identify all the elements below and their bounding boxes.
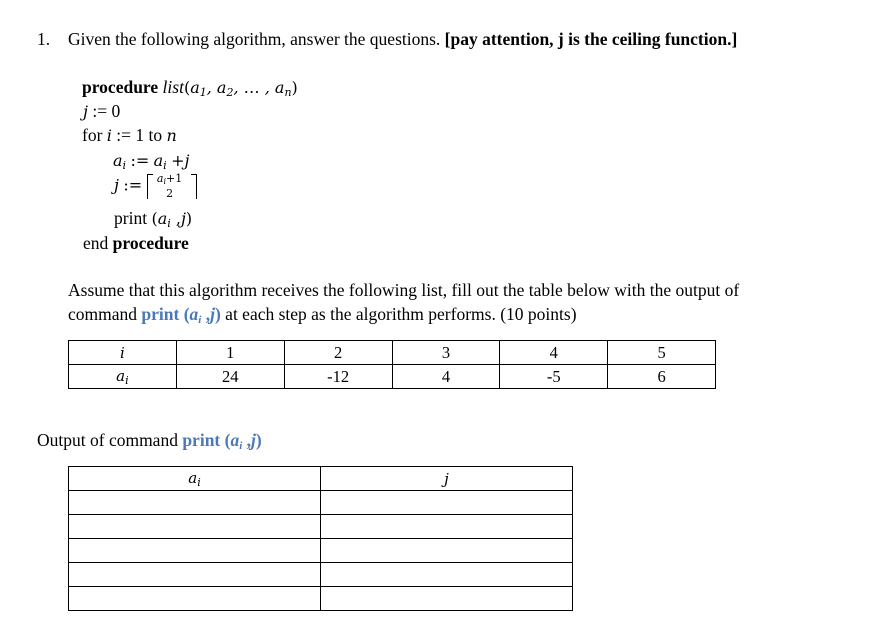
- assign-lhs-a: a: [113, 151, 123, 170]
- line-print: [114, 208, 192, 230]
- output-cell-j[interactable]: [321, 539, 573, 563]
- instructions-cmd-print: print: [141, 304, 180, 324]
- assign-op: :=: [130, 151, 150, 170]
- procedure-params: $a_1$, $a_2$, … , $a_n$: [190, 78, 292, 99]
- index-cell: 3: [392, 341, 500, 365]
- output-col-a-text: $a_i$: [188, 469, 201, 489]
- print-args: ($a_i$ ,j): [151, 209, 193, 230]
- output-col-j-text: j: [444, 469, 449, 488]
- assign-rhs-a: a: [153, 151, 164, 170]
- param-a: a: [190, 78, 200, 97]
- for-var: i: [106, 126, 112, 145]
- output-col-j: [321, 467, 573, 491]
- value-cell[interactable]: 6: [608, 365, 716, 389]
- output-cell-j[interactable]: [321, 587, 573, 611]
- output-row: [69, 491, 573, 515]
- ceil-denominator: 2: [166, 187, 174, 200]
- procedure-name: list: [162, 77, 184, 97]
- instructions-pre: command: [68, 304, 138, 324]
- instructions-post: at each step as the algorithm performs. (10 points): [225, 304, 577, 324]
- output-cell-a[interactable]: [69, 587, 321, 611]
- print-arg-a: $a_i$: [157, 209, 171, 230]
- for-op: := 1 to: [116, 125, 163, 145]
- index-cell: 2: [284, 341, 392, 365]
- assign-rhs-j: j: [184, 151, 190, 170]
- output-table-header: [69, 467, 573, 491]
- print-keyword: print: [114, 208, 148, 228]
- procedure-paren-open: (: [183, 78, 191, 97]
- value-cell[interactable]: 4: [392, 365, 500, 389]
- instructions-cmd-j: j: [210, 304, 215, 324]
- for-end: n: [166, 126, 177, 145]
- question-note: [pay attention, j is the ceiling function.]: [444, 29, 738, 49]
- output-col-a-letter: a: [188, 469, 198, 487]
- value-cell[interactable]: 24: [176, 365, 284, 389]
- index-cell: 1: [176, 341, 284, 365]
- ceil-num-rest: +1: [166, 172, 183, 185]
- output-cell-j[interactable]: [321, 563, 573, 587]
- line-assign: [113, 150, 189, 172]
- param-a2: a: [216, 78, 227, 97]
- param-an: a: [274, 78, 285, 97]
- ceil-right-bracket: [191, 174, 197, 199]
- row-label-a-letter: a: [116, 367, 126, 385]
- input-table-row-index: [69, 341, 716, 365]
- row-label-a-text: $a_i$: [116, 367, 129, 387]
- row-label-i-text: i: [120, 343, 125, 362]
- output-row: [69, 539, 573, 563]
- assign-lhs: $a_i$: [113, 151, 127, 172]
- end-keyword: end: [83, 233, 109, 253]
- output-cell-a[interactable]: [69, 515, 321, 539]
- instructions-line2: [68, 304, 577, 326]
- ceil-var: j: [114, 175, 119, 195]
- output-cell-a[interactable]: [69, 539, 321, 563]
- value-cell[interactable]: -5: [500, 365, 608, 389]
- output-label-pre: Output of command: [37, 430, 178, 450]
- instructions-cmd-a: a: [189, 304, 199, 324]
- input-table: [68, 340, 716, 389]
- value-cell[interactable]: -12: [284, 365, 392, 389]
- instructions-line1: Assume that this algorithm receives the following list, fill out the table below with the output of: [68, 280, 740, 300]
- line-end: [83, 233, 189, 254]
- output-label-cmd: print ($a_i$ ,j): [182, 430, 262, 452]
- question-prompt: Given the following algorithm, answer the questions.: [68, 29, 441, 49]
- procedure-keyword: procedure: [82, 77, 159, 97]
- output-label-cmd-j: j: [251, 430, 256, 450]
- output-row: [69, 587, 573, 611]
- ceil-num-a: a: [156, 172, 164, 185]
- question-number: 1.: [37, 29, 51, 49]
- instructions-cmd: print ($a_i$ ,j): [141, 304, 221, 326]
- question-text: [68, 29, 737, 50]
- row-label-a: [69, 365, 177, 389]
- ceil-op: :=: [123, 175, 143, 195]
- for-keyword: for: [82, 125, 103, 145]
- input-table-row-values: [69, 365, 716, 389]
- row-label-i: [69, 341, 177, 365]
- print-a: a: [157, 209, 168, 228]
- line-ceil: [114, 173, 197, 200]
- procedure-paren-close: ): [291, 78, 298, 97]
- assign-rhs: $a_i$: [153, 151, 167, 172]
- ceil-fraction: [157, 173, 182, 200]
- procedure-header: [82, 77, 298, 99]
- j-init-op: := 0: [92, 101, 121, 121]
- output-col-a: [69, 467, 321, 491]
- ceil-numerator: $a_i+1$: [156, 172, 183, 186]
- index-cell: 4: [500, 341, 608, 365]
- output-cell-j[interactable]: [321, 491, 573, 515]
- output-label-cmd-print: print: [182, 430, 221, 450]
- output-label-cmd-a: a: [230, 430, 240, 450]
- line-j-init: [83, 101, 120, 122]
- end-procedure-keyword: procedure: [112, 233, 189, 253]
- output-cell-a[interactable]: [69, 491, 321, 515]
- output-label: [37, 430, 262, 452]
- line-for: [82, 125, 177, 146]
- output-table: [68, 466, 573, 611]
- ceil-left-bracket: [147, 174, 153, 199]
- j-var: j: [83, 102, 88, 121]
- print-arg-j: j: [180, 209, 186, 228]
- output-cell-a[interactable]: [69, 563, 321, 587]
- output-row: [69, 515, 573, 539]
- output-cell-j[interactable]: [321, 515, 573, 539]
- output-row: [69, 563, 573, 587]
- index-cell: 5: [608, 341, 716, 365]
- assign-plus: +: [171, 151, 185, 170]
